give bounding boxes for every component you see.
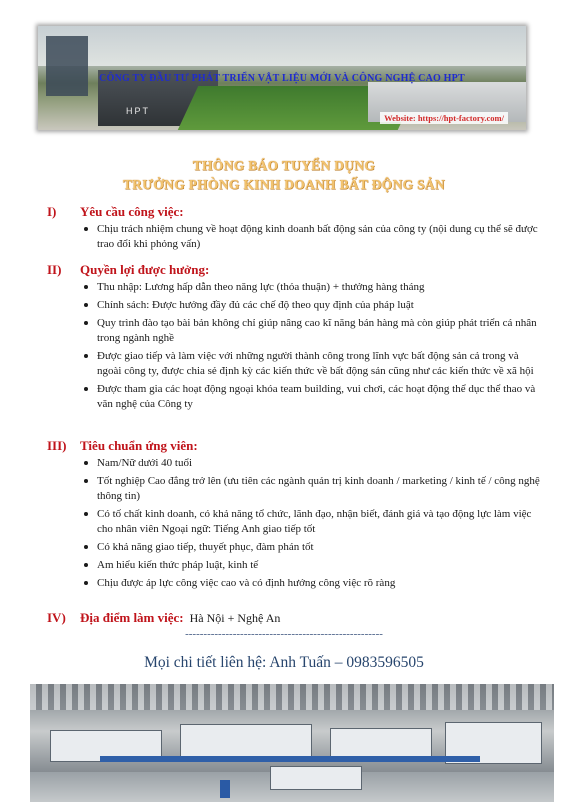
website-link[interactable]: Website: https://hpt-factory.com/	[380, 112, 508, 124]
section-number: II)	[47, 262, 62, 277]
list-item: Chịu trách nhiệm chung về hoạt động kinh doanh bất động sản của công ty (nội dung cụ thể sẽ được trao đổi khi phỏng vấn)	[82, 222, 542, 252]
factory-floor-image	[30, 684, 554, 802]
header-banner-image	[38, 26, 526, 130]
requirements-list	[82, 222, 542, 255]
section-title: Yêu cầu công việc:	[80, 204, 184, 219]
contact-line: Mọi chi tiết liên hệ: Anh Tuấn – 0983596505	[144, 654, 424, 671]
list-item: Tốt nghiệp Cao đẳng trở lên (ưu tiên các ngành quản trị kinh doanh / marketing / kinh tế / công nghệ thông tin)	[82, 474, 542, 504]
section-heading-criteria	[47, 438, 198, 454]
position-title: TRƯỞNG PHÒNG KINH DOANH BẤT ĐỘNG SẢN	[122, 177, 446, 192]
list-item: Có khả năng giao tiếp, thuyết phục, đàm phán tốt	[82, 540, 542, 555]
building-sign: HPT	[126, 106, 150, 116]
list-item: Được tham gia các hoạt động ngoại khóa team building, vui chơi, các hoạt động thể dục thể thao và văn nghệ của Công ty	[82, 382, 542, 412]
machine	[270, 766, 362, 790]
list-item: Thu nhập: Lương hấp dẫn theo năng lực (thỏa thuận) + thưởng hàng tháng	[82, 280, 542, 295]
list-item: Nam/Nữ dưới 40 tuổi	[82, 456, 542, 471]
section-title: Quyền lợi được hưởng:	[80, 262, 210, 277]
divider: ------------------------------------------------------	[185, 628, 383, 640]
section-heading-requirements	[47, 204, 184, 220]
logo-tower	[46, 36, 88, 96]
conveyor	[100, 756, 480, 762]
list-item: Có tố chất kinh doanh, có khả năng tổ chức, lãnh đạo, nhận biết, đánh giá và tạo động lực làm việc cho nhân viên Ngoại ngữ: Tiếng Anh giao tiếp tốt	[82, 507, 542, 537]
list-item: Quy trình đào tạo bài bản không chỉ giúp nâng cao kĩ năng bán hàng mà còn giúp phát triển cá nhân trong ngành nghề	[82, 316, 542, 346]
section-title: Tiêu chuẩn ứng viên:	[80, 438, 198, 453]
section-heading-location	[47, 610, 280, 626]
section-number: III)	[47, 438, 67, 453]
criteria-list	[82, 456, 542, 594]
section-number: IV)	[47, 610, 66, 625]
list-item: Chịu được áp lực công việc cao và có định hướng công việc rõ ràng	[82, 576, 542, 591]
notice-title: THÔNG BÁO TUYỂN DỤNG	[192, 158, 376, 173]
location-value: Hà Nội + Nghệ An	[189, 611, 281, 625]
company-name: CÔNG TY ĐẦU TƯ PHÁT TRIỂN VẬT LIỆU MỚI VÀ CÔNG NGHỆ CAO HPT	[99, 73, 465, 84]
section-number: I)	[47, 204, 57, 219]
list-item: Chính sách: Được hưởng đầy đủ các chế độ theo quy định của pháp luật	[82, 298, 542, 313]
section-heading-benefits	[47, 262, 209, 278]
worker	[220, 780, 230, 798]
list-item: Được giao tiếp và làm việc với những người thành công trong lĩnh vực bất động sản cả trong và ngoài công ty, được chia sẻ định kỳ các kiến thức về bất động sản cũng như các kiến thức về xã hội	[82, 349, 542, 379]
section-title: Địa điểm làm việc:	[80, 610, 184, 625]
factory-roof	[30, 684, 554, 710]
benefits-list	[82, 280, 542, 415]
banner-sky	[38, 26, 526, 66]
list-item: Am hiểu kiến thức pháp luật, kinh tế	[82, 558, 542, 573]
